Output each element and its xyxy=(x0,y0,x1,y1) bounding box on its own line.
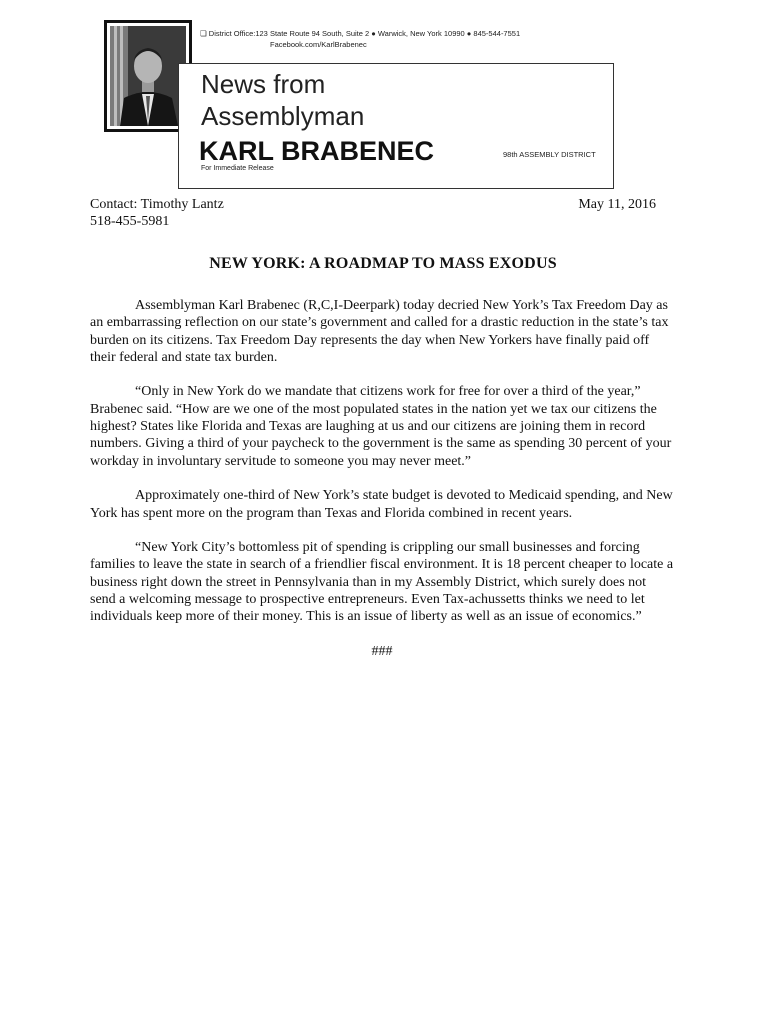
release-note: For Immediate Release xyxy=(201,165,274,172)
paragraph: Assemblyman Karl Brabenec (R,C,I-Deerpark) today decried New York’s Tax Freedom Day as an embarrassing reflection on our state’s government and called for a drastic reduction in the state’s tax burden on its citizens. Tax Freedom Day represents the day when New Yorkers have finally paid off their federal and state tax burden. xyxy=(90,298,669,365)
contact-block xyxy=(90,196,656,230)
assemblyman-name: KARL BRABENEC xyxy=(199,136,435,166)
district-office-address: ❏ District Office:123 State Route 94 South, Suite 2 ● Warwick, New York 10990 ● 845-544-7551 xyxy=(200,29,521,38)
headline: NEW YORK: A ROADMAP TO MASS EXODUS xyxy=(209,255,557,272)
assembly-district: 98th ASSEMBLY DISTRICT xyxy=(503,150,596,159)
letterhead xyxy=(104,18,616,193)
paragraph: “New York City’s bottomless pit of spending is crippling our small businesses and forcing families to leave the state in search of a friendlier fiscal environment. It is 18 percent cheaper to locate a business right down the street in Pennsylvania than in my Assembly District, which surely does not send a welcoming message to prospective entrepreneurs. Even Tax-achussetts thinks we need to let individuals keep more of their money. This is an issue of liberty as well as an issue of economics.” xyxy=(90,540,674,625)
title-box xyxy=(178,63,614,189)
contact-phone: 518-455-5981 xyxy=(90,214,170,229)
portrait-illustration xyxy=(110,26,186,126)
facebook-link: Facebook.com/KarlBrabenec xyxy=(270,40,367,49)
release-date: May 11, 2016 xyxy=(578,197,656,212)
portrait-image xyxy=(110,26,186,126)
paragraph: Approximately one-third of New York’s state budget is devoted to Medicaid spending, and New York has spent more on the program than Texas and Florida combined in recent years. xyxy=(90,488,673,521)
contact-name: Contact: Timothy Lantz xyxy=(90,197,224,212)
district-contact-info xyxy=(200,28,610,50)
assemblyman-heading: Assemblyman xyxy=(201,101,365,131)
news-from-heading: News from xyxy=(201,69,326,99)
paragraph: “Only in New York do we mandate that citizens work for free for over a third of the year,” Brabenec said. “How are we one of the most populated states in the nation yet we tax our citizens the highest? States like Florida and Texas are laughing at us and our citizens are joining them in record numbers. Giving a third of your paycheck to the government is the same as spending 30 percent of your workday in involuntary servitude to someone you may never meet.” xyxy=(90,384,672,469)
end-mark: ### xyxy=(371,643,393,659)
article-body xyxy=(90,297,674,660)
